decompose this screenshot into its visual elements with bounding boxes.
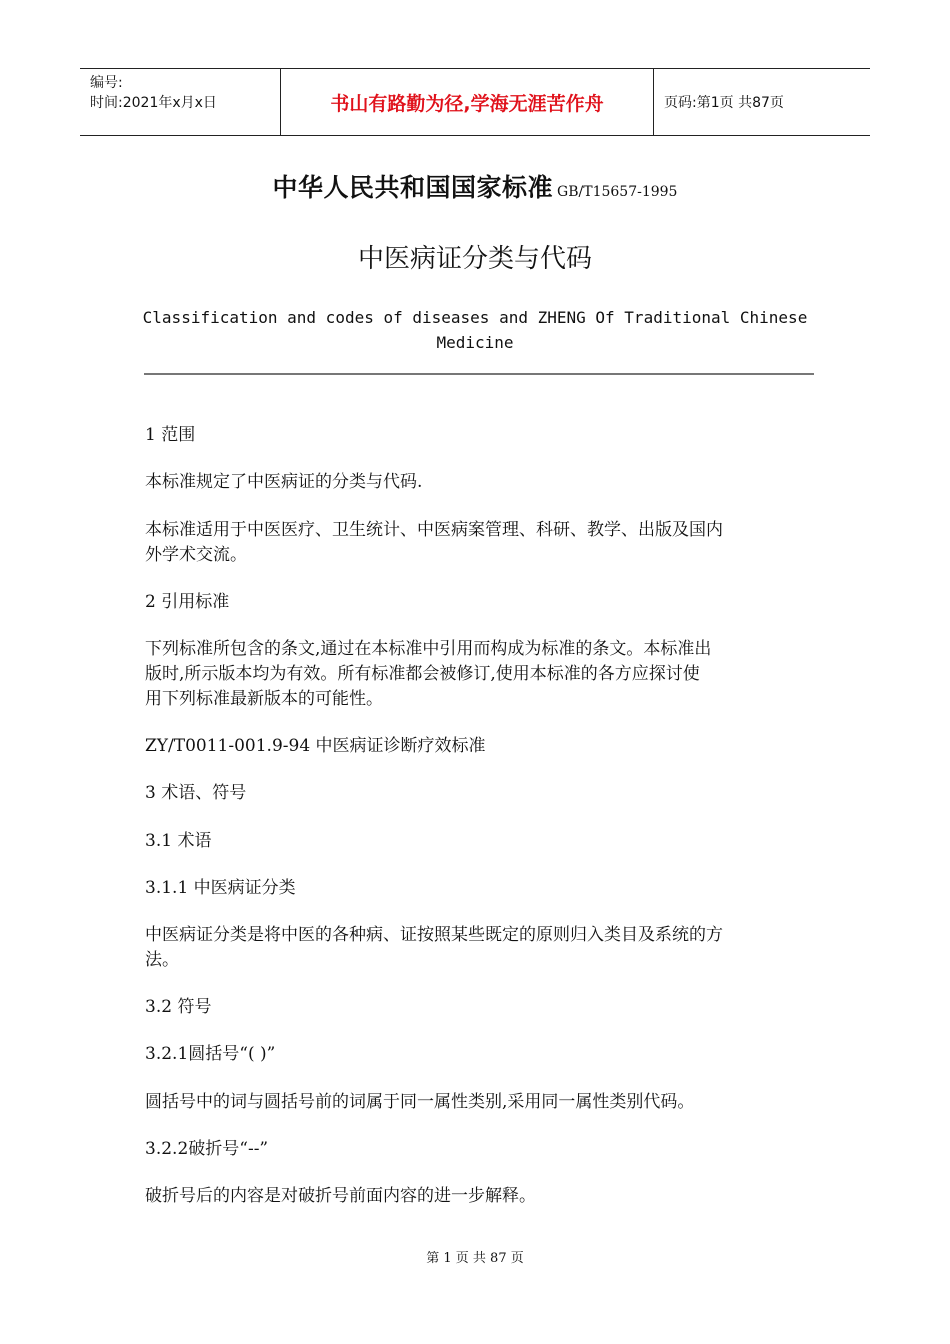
paragraph-6: 破折号后的内容是对破折号前面内容的进一步解释。	[145, 1186, 536, 1206]
paragraph-4-line-2: 法。	[145, 950, 179, 970]
standard-code: GB/T15657-1995	[557, 184, 678, 200]
paragraph-4	[145, 923, 805, 973]
paragraph-3-line-2: 版时,所示版本均为有效。所有标准都会被修订,使用本标准的各方应探讨使	[145, 664, 700, 684]
section-3-2-heading: 3.2 符号	[145, 997, 212, 1017]
paragraph-2	[145, 518, 805, 568]
page-footer: 第 1 页 共 87 页	[426, 1251, 524, 1266]
paragraph-1: 本标准规定了中医病证的分类与代码.	[145, 472, 423, 492]
paragraph-2-line-2: 外学术交流。	[145, 545, 247, 565]
page-info-text: 页码:第1页 共87页	[664, 95, 784, 111]
document-subtitle: 中医病证分类与代码	[357, 244, 592, 274]
paragraph-5: 圆括号中的词与圆括号前的词属于同一属性类别,采用同一属性类别代码。	[145, 1092, 695, 1112]
section-3-2-2-heading: 3.2.2破折号“--”	[145, 1139, 269, 1159]
section-2-heading: 2 引用标准	[145, 592, 230, 612]
header-table	[80, 68, 870, 136]
english-title-line-1: Classification and codes of diseases and ZHENG Of Traditional Chinese	[142, 308, 808, 327]
section-3-heading: 3 术语、符号	[145, 783, 247, 803]
paragraph-3-line-1: 下列标准所包含的条文,通过在本标准中引用而构成为标准的条文。本标准出	[145, 639, 712, 659]
motto-cell	[281, 69, 654, 135]
paragraph-4-line-1: 中医病证分类是将中医的各种病、证按照某些既定的原则归入类目及系统的方	[145, 925, 723, 945]
section-1-heading: 1 范围	[145, 425, 196, 445]
page-info-cell	[654, 69, 870, 135]
english-title	[140, 305, 810, 355]
section-3-2-1-heading: 3.2.1圆括号“( )”	[145, 1044, 276, 1064]
reference-standard: ZY/T0011-001.9-94 中医病证诊断疗效标准	[145, 736, 486, 756]
paragraph-3-line-3: 用下列标准最新版本的可能性。	[145, 689, 383, 709]
motto-text: 书山有路勤为径,学海无涯苦作舟	[330, 92, 604, 115]
standard-title: 中华人民共和国国家标准	[272, 173, 554, 202]
header-meta-cell	[80, 69, 281, 135]
section-3-1-1-heading: 3.1.1 中医病证分类	[145, 878, 296, 898]
paragraph-2-line-1: 本标准适用于中医医疗、卫生统计、中医病案管理、科研、教学、出版及国内	[145, 520, 723, 540]
number-label: 编号:	[90, 75, 123, 91]
section-3-1-heading: 3.1 术语	[145, 831, 212, 851]
english-title-line-2: Medicine	[436, 333, 514, 352]
paragraph-3	[145, 637, 805, 712]
date-label: 时间:2021年x月x日	[90, 95, 217, 111]
document-title	[0, 168, 950, 204]
title-divider	[144, 373, 814, 375]
